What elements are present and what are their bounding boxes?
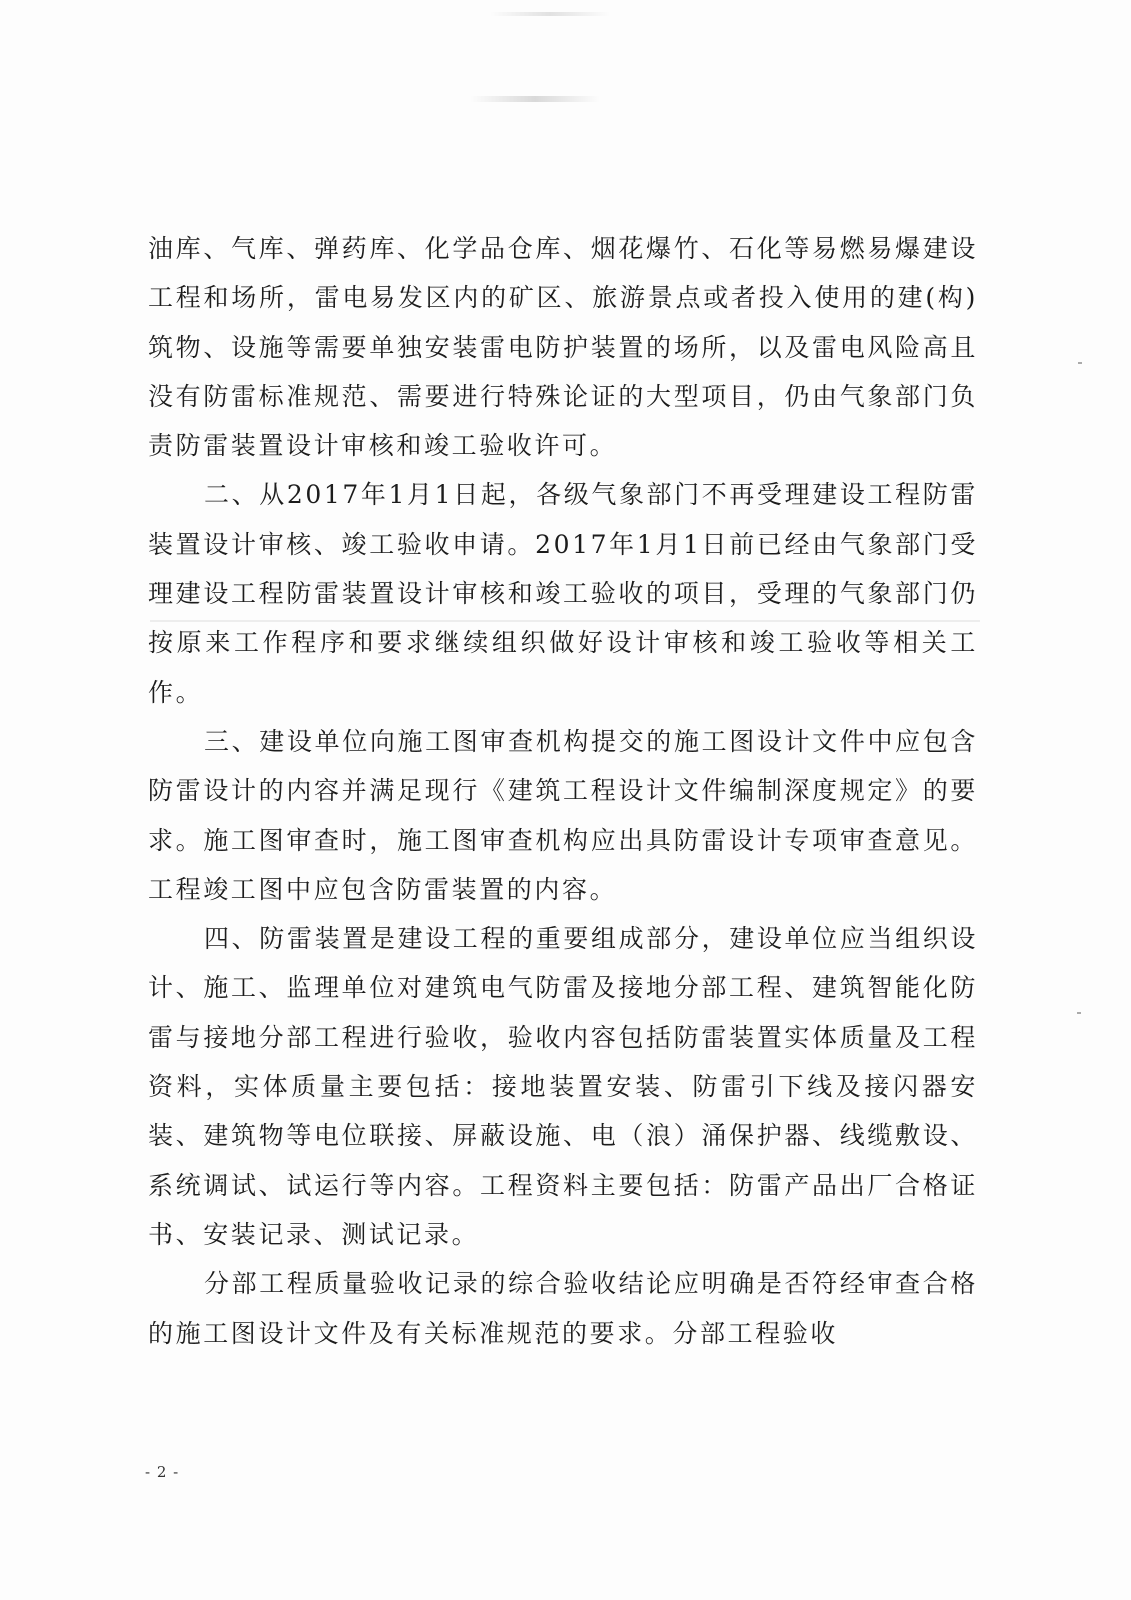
paragraph-item-4: 四、防雷装置是建设工程的重要组成部分，建设单位应当组织设计、施工、监理单位对建筑电气防雷及接地分部工程、建筑智能化防雷与接地分部工程进行验收，验收内容包括防雷装置实体质量及工程资料，实体质量主要包括：接地装置安装、防雷引下线及接闪器安装、建筑物等电位联接、屏蔽设施、电（浪）涌保护器、线缆敷设、系统调试、试运行等内容。工程资料主要包括：防雷产品出厂合格证书、安装记录、测试记录。	[148, 924, 978, 1249]
paragraph-item-3: 三、建设单位向施工图审查机构提交的施工图设计文件中应包含防雷设计的内容并满足现行《建筑工程设计文件编制深度规定》的要求。施工图审查时，施工图审查机构应出具防雷设计专项审查意见。工程竣工图中应包含防雷装置的内容。	[148, 726, 978, 904]
body-text	[148, 224, 978, 1358]
page-number: - 2 -	[145, 1463, 180, 1481]
scan-artifact	[490, 12, 610, 16]
paragraph-acceptance: 分部工程质量验收记录的综合验收结论应明确是否符经审查合格的施工图设计文件及有关标准规范的要求。分部工程验收	[148, 1269, 978, 1348]
scan-speck	[1077, 1012, 1081, 1014]
scan-artifact	[470, 96, 600, 102]
scan-speck	[1078, 362, 1082, 364]
paragraph-item-2: 二、从2017年1月1日起，各级气象部门不再受理建设工程防雷装置设计审核、竣工验收申请。2017年1月1日前已经由气象部门受理建设工程防雷装置设计审核和竣工验收的项目，受理的气象部门仍按原来工作程序和要求继续组织做好设计审核和竣工验收等相关工作。	[148, 480, 978, 707]
paragraph-continued: 油库、气库、弹药库、化学品仓库、烟花爆竹、石化等易燃易爆建设工程和场所，雷电易发区内的矿区、旅游景点或者投入使用的建(构)筑物、设施等需要单独安装雷电防护装置的场所，以及雷电风险高且没有防雷标准规范、需要进行特殊论证的大型项目，仍由气象部门负责防雷装置设计审核和竣工验收许可。	[148, 234, 978, 461]
